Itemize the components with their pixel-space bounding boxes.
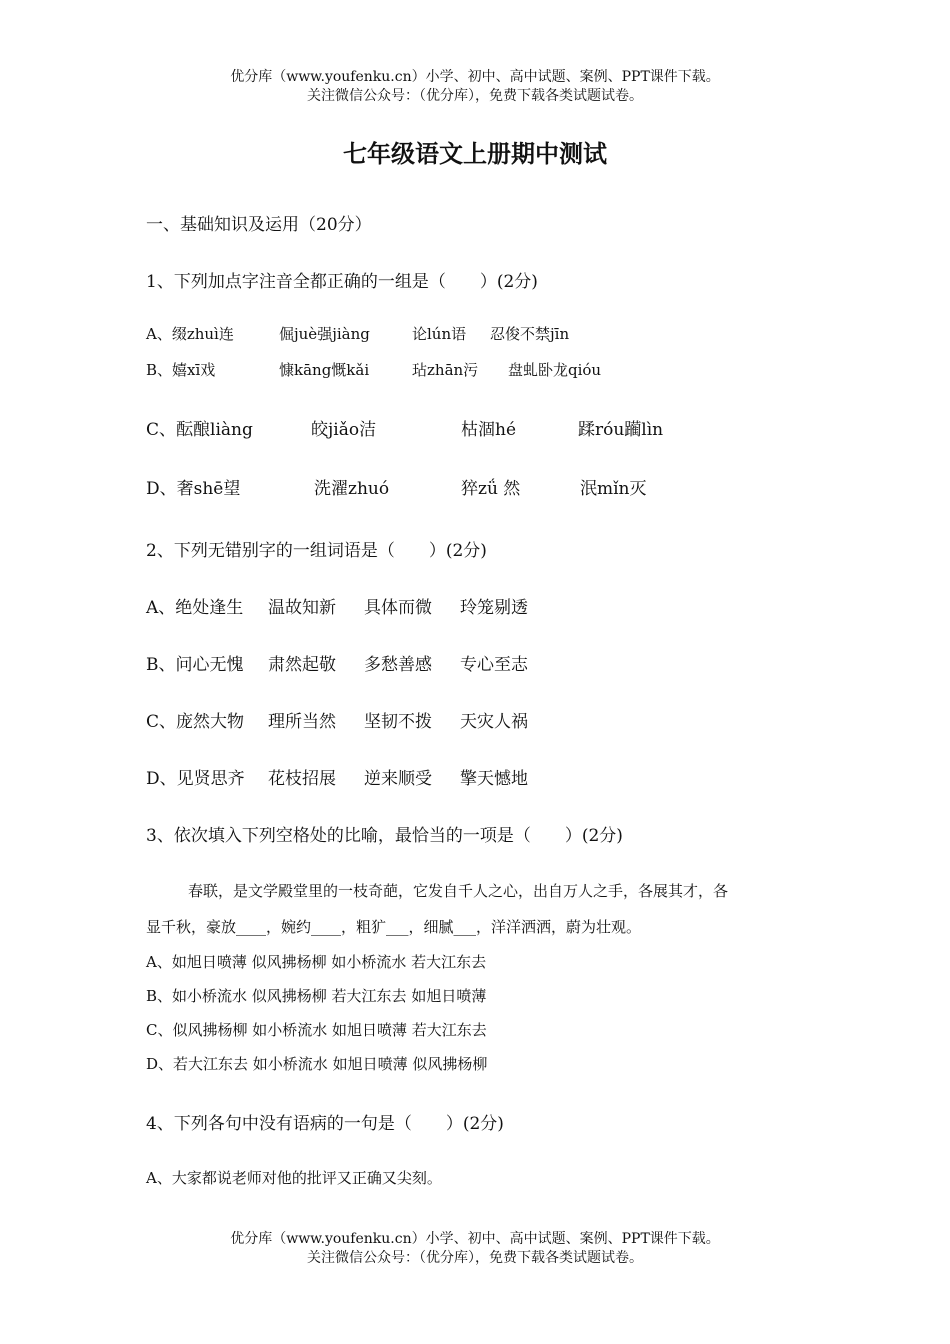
q3-option-a: A、如旭日喷薄 似风拂杨柳 如小桥流水 若大江东去 <box>146 953 487 971</box>
q2-c-item: C、庞然大物 <box>146 712 245 732</box>
question-3-stem: 3、依次填入下列空格处的比喻，最恰当的一项是（ ）(2分) <box>146 826 623 846</box>
q2-d-item: D、见贤思齐 <box>146 769 245 789</box>
q1-b-item: 盘虬卧龙qióu <box>508 361 602 379</box>
q2-a-item: 玲笼剔透 <box>460 598 528 618</box>
q2-a-item: 具体而微 <box>364 598 432 618</box>
q2-b-item: 多愁善感 <box>364 655 432 675</box>
q3-option-c: C、似风拂杨柳 如小桥流水 如旭日喷薄 若大江东去 <box>146 1021 487 1039</box>
q1-b-item: 玷zhān污 <box>412 361 479 379</box>
q2-d-item: 逆来顺受 <box>364 769 432 789</box>
q3-passage-line1: 春联，是文学殿堂里的一枝奇葩，它发自千人之心，出自万人之手，各展其才，各 <box>188 882 729 900</box>
q1-d-item: D、奢shē望 <box>146 479 241 499</box>
q2-a-item: A、绝处逢生 <box>146 598 244 618</box>
q1-d-item: 洗濯zhuó <box>314 479 390 499</box>
q1-a-item: 论lún语 <box>412 325 467 343</box>
q2-option-d <box>146 764 746 788</box>
question-4-stem: 4、下列各句中没有语病的一句是（ ）(2分) <box>146 1114 504 1134</box>
q1-c-item: C、酝酿liàng <box>146 420 253 440</box>
document-title: 七年级语文上册期中测试 <box>343 140 607 168</box>
q1-b-item: 慷kāng慨kǎi <box>279 361 370 379</box>
q3-option-d: D、若大江东去 如小桥流水 如旭日喷薄 似风拂杨柳 <box>146 1055 488 1073</box>
q1-option-a <box>146 323 846 345</box>
q1-b-item: B、嬉xī戏 <box>146 361 216 379</box>
q2-b-item: 肃然起敬 <box>268 655 336 675</box>
q2-b-item: B、问心无愧 <box>146 655 244 675</box>
q4-option-a: A、大家都说老师对他的批评又正确又尖刻。 <box>146 1169 442 1187</box>
question-2-stem: 2、下列无错别字的一组词语是（ ）(2分) <box>146 541 487 561</box>
q2-option-a <box>146 593 746 617</box>
q2-a-item: 温故知新 <box>268 598 336 618</box>
q1-c-item: 枯涸hé <box>461 420 517 440</box>
q1-a-item: 忍俊不禁jīn <box>490 325 570 343</box>
q1-d-item: 泯mǐn灭 <box>580 479 647 499</box>
q2-b-item: 专心至志 <box>460 655 528 675</box>
q3-passage-line2: 显千秋，豪放____，婉约____，粗犷___，细腻___，洋洋洒洒，蔚为壮观。 <box>146 918 642 936</box>
q1-a-item: 倔juè强jiàng <box>279 325 370 343</box>
q2-d-item: 擎天憾地 <box>460 769 528 789</box>
page-footer-line1: 优分库（www.youfenku.cn）小学、初中、高中试题、案例、PPT课件下载。 <box>230 1231 720 1247</box>
q2-c-item: 理所当然 <box>268 712 336 732</box>
q1-c-item: 蹂róu躏lìn <box>578 420 664 440</box>
page-header-line1: 优分库（www.youfenku.cn）小学、初中、高中试题、案例、PPT课件下载。 <box>230 69 720 85</box>
q2-c-item: 坚韧不拨 <box>364 712 432 732</box>
q2-d-item: 花枝招展 <box>268 769 336 789</box>
section-heading: 一、基础知识及运用（20分） <box>146 215 372 235</box>
q3-option-b: B、如小桥流水 似风拂杨柳 若大江东去 如旭日喷薄 <box>146 987 487 1005</box>
q1-option-d <box>146 474 846 498</box>
q1-c-item: 皎jiǎo洁 <box>311 420 377 440</box>
q2-c-item: 天灾人祸 <box>460 712 528 732</box>
question-1-stem: 1、下列加点字注音全都正确的一组是（ ）(2分) <box>146 272 538 292</box>
q1-a-item: A、缀zhuì连 <box>146 325 234 343</box>
q1-option-c <box>146 415 846 439</box>
q1-d-item: 猝zǘ 然 <box>461 479 521 499</box>
q1-option-b <box>146 359 846 381</box>
page-header-line2: 关注微信公众号：（优分库），免费下载各类试题试卷。 <box>307 88 643 104</box>
q2-option-c <box>146 707 746 731</box>
page-footer-line2: 关注微信公众号：（优分库），免费下载各类试题试卷。 <box>307 1250 643 1266</box>
q2-option-b <box>146 650 746 674</box>
